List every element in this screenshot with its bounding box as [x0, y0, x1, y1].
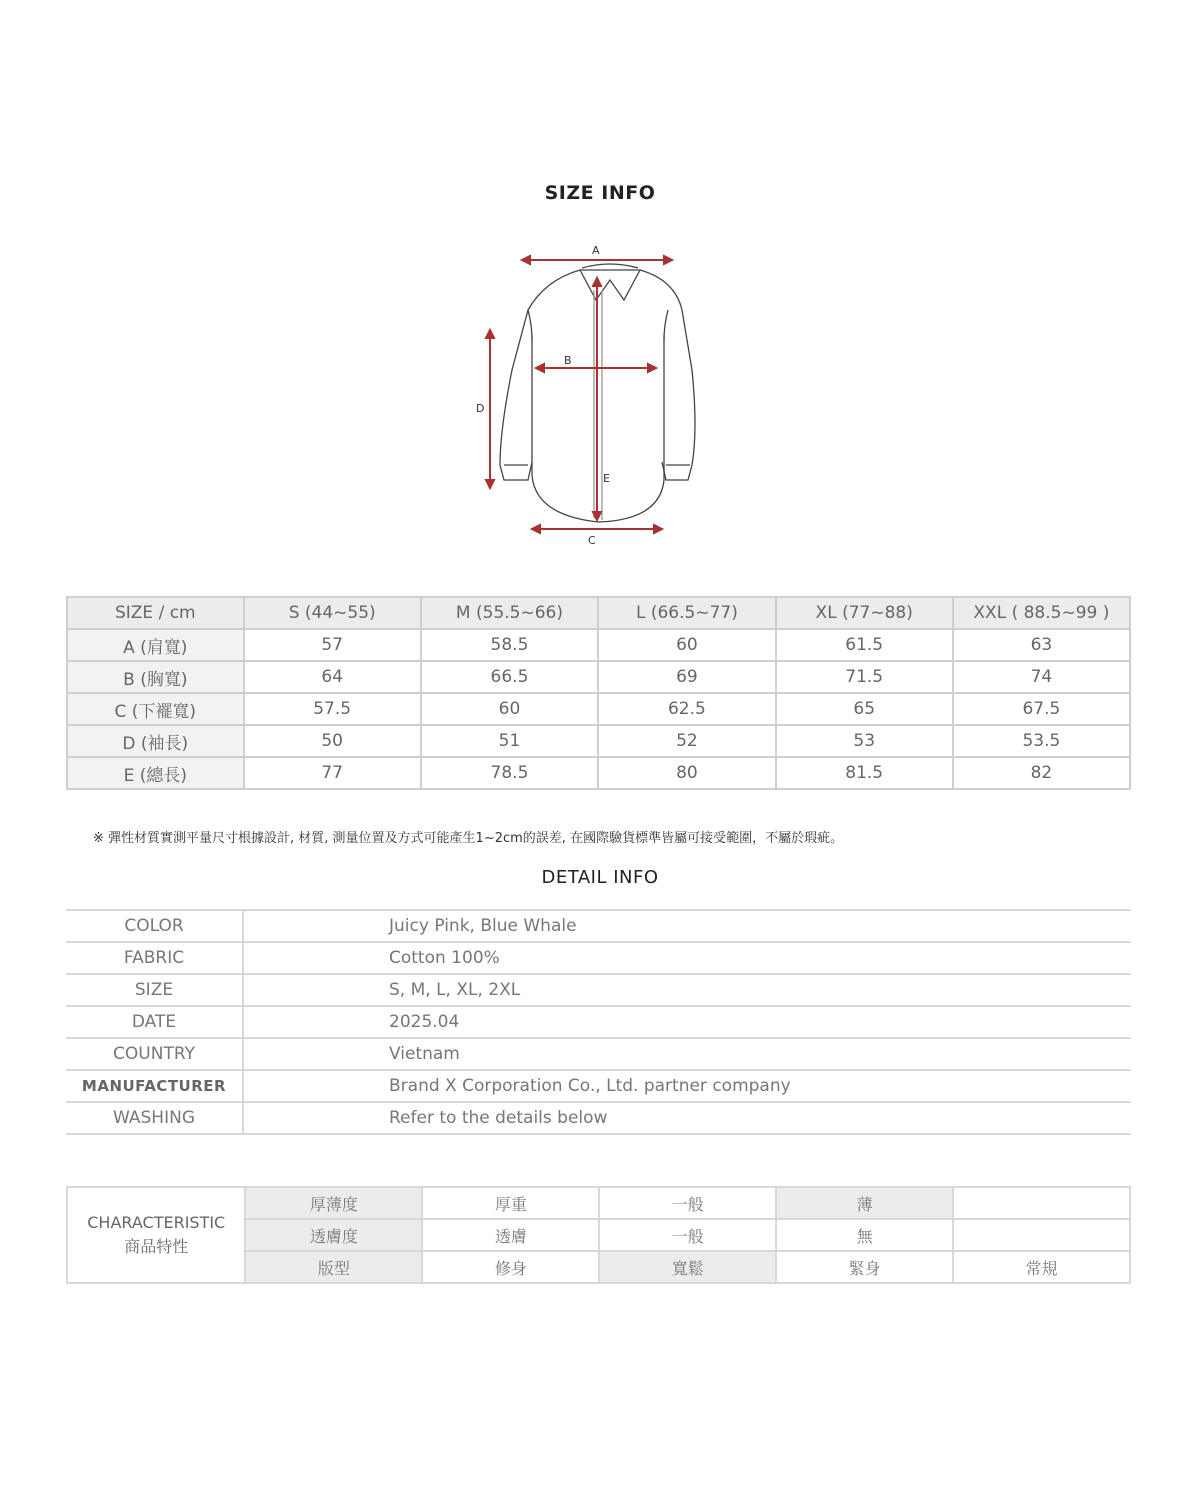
table-cell: 80: [598, 757, 775, 789]
table-cell: 78.5: [421, 757, 598, 789]
table-cell: 62.5: [598, 693, 775, 725]
table-cell: 57.5: [244, 693, 421, 725]
table-cell: 69: [598, 661, 775, 693]
detail-value: Vietnam: [243, 1038, 1131, 1070]
detail-value: S, M, L, XL, 2XL: [243, 974, 1131, 1006]
header-cell: S (44~55): [244, 597, 421, 629]
detail-key: DATE: [66, 1006, 243, 1038]
table-row: [67, 725, 1130, 757]
row-label: E (總長): [67, 757, 244, 789]
detail-value: 2025.04: [243, 1006, 1131, 1038]
detail-key: COLOR: [66, 910, 243, 942]
header-cell: SIZE / cm: [67, 597, 244, 629]
detail-key: SIZE: [66, 974, 243, 1006]
header-cell: XL (77~88): [776, 597, 953, 629]
header-cell: M (55.5~66): [421, 597, 598, 629]
table-cell: 67.5: [953, 693, 1130, 725]
table-row: [67, 629, 1130, 661]
row-label: C (下襬寬): [67, 693, 244, 725]
detail-row: [66, 1102, 1131, 1134]
detail-row: [66, 942, 1131, 974]
detail-key: COUNTRY: [66, 1038, 243, 1070]
table-cell: 版型: [245, 1251, 422, 1283]
detail-table: [66, 909, 1131, 1135]
table-cell: 無: [776, 1219, 953, 1251]
table-cell: 53.5: [953, 725, 1130, 757]
table-cell: 74: [953, 661, 1130, 693]
table-cell: 一般: [599, 1219, 776, 1251]
detail-info-title: DETAIL INFO: [541, 867, 659, 888]
table-cell: 52: [598, 725, 775, 757]
table-cell: 71.5: [776, 661, 953, 693]
characteristic-label: [67, 1187, 245, 1283]
detail-row: [66, 1070, 1131, 1102]
detail-row: [66, 910, 1131, 942]
row-label: A (肩寬): [67, 629, 244, 661]
detail-value: Cotton 100%: [243, 942, 1131, 974]
table-cell: 53: [776, 725, 953, 757]
table-cell: 常規: [953, 1251, 1130, 1283]
size-table-header: [67, 597, 1130, 629]
row-label: D (袖長): [67, 725, 244, 757]
detail-value: Refer to the details below: [243, 1102, 1131, 1134]
characteristic-label-en: CHARACTERISTIC: [87, 1213, 226, 1232]
table-cell: 一般: [599, 1187, 776, 1219]
table-cell: 寬鬆: [599, 1251, 776, 1283]
table-cell: 透膚度: [245, 1219, 422, 1251]
shirt-measurement-diagram: [470, 240, 730, 550]
detail-row: [66, 974, 1131, 1006]
characteristic-label-zh: 商品特性: [124, 1237, 189, 1256]
table-cell: [953, 1187, 1130, 1219]
detail-row: [66, 1006, 1131, 1038]
table-cell: 厚薄度: [245, 1187, 422, 1219]
table-cell: 60: [421, 693, 598, 725]
table-cell: 51: [421, 725, 598, 757]
table-cell: 64: [244, 661, 421, 693]
table-cell: 82: [953, 757, 1130, 789]
label-c: C: [588, 534, 596, 547]
table-cell: 50: [244, 725, 421, 757]
table-cell: [953, 1219, 1130, 1251]
detail-value: Juicy Pink, Blue Whale: [243, 910, 1131, 942]
table-cell: 77: [244, 757, 421, 789]
table-row: [67, 661, 1130, 693]
label-d: D: [476, 402, 485, 415]
label-a: A: [592, 244, 600, 257]
detail-value: Brand X Corporation Co., Ltd. partner company: [243, 1070, 1131, 1102]
table-cell: 61.5: [776, 629, 953, 661]
measurement-note: ※ 彈性材質實測平量尺寸根據設計, 材質, 測量位置及方式可能產生1~2cm的誤差, 在國際驗貨標準皆屬可接受範圍，不屬於瑕疵。: [93, 831, 844, 846]
table-cell: 修身: [422, 1251, 599, 1283]
row-label: B (胸寬): [67, 661, 244, 693]
table-cell: 63: [953, 629, 1130, 661]
characteristic-table: [66, 1186, 1131, 1284]
header-cell: L (66.5~77): [598, 597, 775, 629]
header-cell: XXL ( 88.5~99 ): [953, 597, 1130, 629]
table-cell: 薄: [776, 1187, 953, 1219]
table-row: [67, 1187, 1130, 1219]
size-info-title: SIZE INFO: [544, 182, 656, 204]
table-row: [67, 757, 1130, 789]
table-cell: 57: [244, 629, 421, 661]
label-e: E: [603, 472, 610, 485]
detail-key: MANUFACTURER: [66, 1070, 243, 1102]
table-cell: 81.5: [776, 757, 953, 789]
size-table: [66, 596, 1131, 790]
table-cell: 緊身: [776, 1251, 953, 1283]
label-b: B: [564, 354, 572, 367]
detail-key: WASHING: [66, 1102, 243, 1134]
detail-key: FABRIC: [66, 942, 243, 974]
table-cell: 60: [598, 629, 775, 661]
table-cell: 65: [776, 693, 953, 725]
detail-row: [66, 1038, 1131, 1070]
table-cell: 58.5: [421, 629, 598, 661]
table-row: [67, 693, 1130, 725]
table-cell: 66.5: [421, 661, 598, 693]
table-cell: 厚重: [422, 1187, 599, 1219]
table-cell: 透膚: [422, 1219, 599, 1251]
